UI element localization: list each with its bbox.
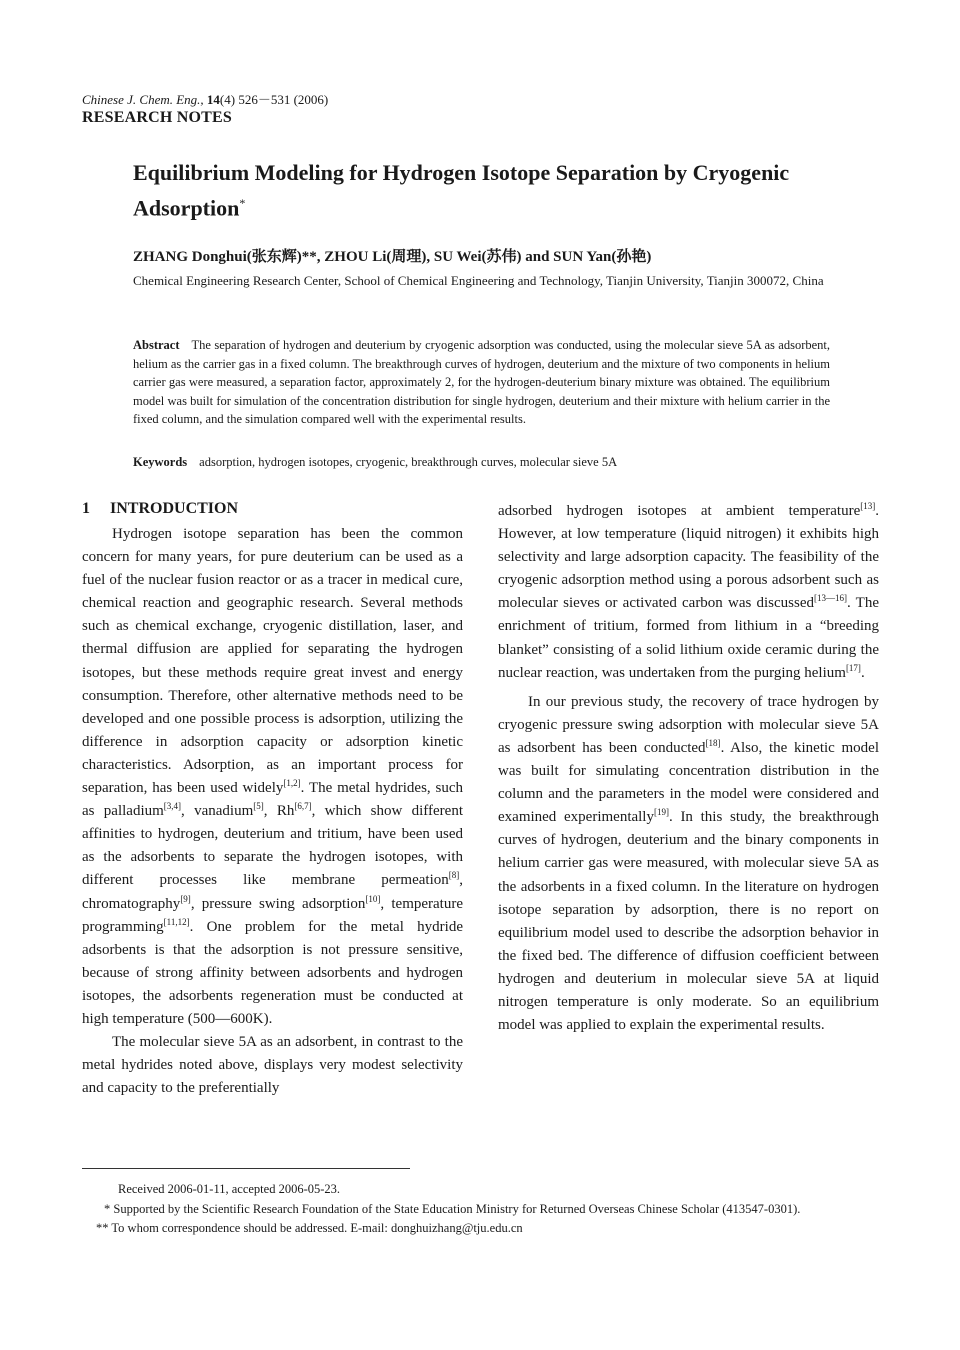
text-run: . The enrichment of tritium, formed from lithium in a “breeding blanket” consisting of a solid lithium oxide ceramic during the nuclear reaction, was undertaken from the purging helium (498, 595, 880, 681)
paper-title-text: Equilibrium Modeling for Hydrogen Isotope Separation by Cryogenic Adsorption (133, 160, 790, 221)
text-run: , pressure swing adsorption (190, 895, 366, 912)
affiliation: Chemical Engineering Research Center, School of Chemical Engineering and Technology, Tianjin University, Tianjin 300072, China (133, 273, 824, 288)
journal-issue-pages: (4) 526－531 (2006) (219, 92, 329, 107)
text-run: In our previous study, the recovery of trace hydrogen by cryogenic pressure swing adsorption with molecular sieve 5A as adsorbent has been conducted (498, 693, 879, 756)
abstract-label: Abstract (133, 338, 180, 352)
author-list: ZHANG Donghui(张东辉)**, ZHOU Li(周理), SU Wei(苏伟) and SUN Yan(孙艳) (133, 249, 652, 265)
text-run: . Also, the kinetic model was built for simulating concentration distribution in the column and the parameters in the model were considered and examined experimentally (498, 739, 879, 826)
section-title: INTRODUCTION (110, 500, 239, 517)
text-run: , temperature programming (82, 895, 463, 935)
citation: [9] (180, 893, 191, 904)
text-run: . The metal hydrides, such as palladium (82, 780, 463, 820)
citation: [10] (365, 893, 381, 904)
abstract (133, 336, 830, 429)
left-column (82, 523, 463, 1100)
paper-title (133, 158, 853, 223)
text-run: . In this study, the breakthrough curves of hydrogen, deuterium and the binary components in helium carrier gas were measured, with molecular sieve 5A as the adsorbents in a fixed column. In the literature on hydrogen isotope separation by adsorption, there is no report on equilibrium model used to describe the adsorption behavior in the fixed bed. The difference of diffusion coefficient between hydrogen and deuterium in molecular sieve 5A at liquid nitrogen temperature is only moderate. So an equilibrium model was applied to explain the experimental results. (498, 809, 879, 1034)
footnote-divider (82, 1168, 410, 1169)
journal-citation (82, 89, 328, 108)
citation: [6,7] (294, 801, 312, 812)
abstract-text: The separation of hydrogen and deuterium by cryogenic adsorption was conducted, using the molecular sieve 5A as adsorbent, helium as the carrier gas in a fixed column. The breakthrough curves of hydrogen, deuterium and the mixture of two components in helium carrier gas were measured, a separation factor, approximately 2, for the hydrogen-deuterium binary mixture was obtained. The equilibrium model was built for simulation of the concentration distribution for single hydrogen, deuterium and their mixture with helium carrier in the fixed column, and the simulation compared well with the experimental results. (133, 338, 830, 427)
citation: [3,4] (163, 801, 182, 812)
citation: [13—16] (814, 593, 848, 604)
text-run: Hydrogen isotope separation has been the common concern for many years, for pure deuterium can be used as a fuel of the nuclear fusion reactor or as a tracer in medical cure, chemical reaction and geographic research. Several methods such as chemical exchange, cryogenic distillation, laser, and thermal diffusion are applied for separating the hydrogen isotopes, but these methods require great invest and energy consumption. Therefore, other alternative methods need to be developed and one possible process is adsorption, utilizing the difference in adsorption capacity or adsorption kinetic characteristics. Adsorption, as an important process for separation, has been used widely (82, 526, 463, 797)
footnotes (82, 1180, 882, 1239)
citation: [8] (448, 870, 460, 881)
citation: [18] (705, 737, 721, 748)
keywords (133, 455, 830, 470)
paragraph-intro-1 (82, 523, 463, 1031)
text-run: , vanadium (181, 803, 254, 820)
text-run: . However, at low temperature (liquid nitrogen) it exhibits high selectivity and large adsorption capacity. The feasibility of the cryogenic adsorption method using a porous adsorbent such as molecular sieves or activated carbon was discussed (498, 503, 879, 612)
keywords-label: Keywords (133, 455, 188, 469)
citation: [11,12] (163, 916, 190, 927)
right-column (498, 500, 879, 1037)
journal-volume: 14 (206, 92, 220, 107)
text-run: adsorbed hydrogen isotopes at ambient temperature (498, 503, 861, 519)
section-number: 1 (82, 500, 90, 517)
text-run: . One problem for the metal hydride adsorbents is that the adsorption is not pressure sensitive, because of strong affinity between adsorbents and hydrogen isotopes, the adsorbents regeneration must be conducted at high temperature (500—600K). (82, 918, 463, 1027)
citation: [5] (253, 801, 264, 812)
title-footnote-marker: * (239, 196, 246, 210)
paragraph-intro-2: The molecular sieve 5A as an adsorbent, in contrast to the metal hydrides noted above, displays very modest selectivity and capacity to the preferentially (82, 1034, 463, 1097)
section-heading (82, 500, 238, 518)
text-run: , which show different affinities to hydrogen, deuterium and tritium, have been used as the adsorbents to separate the hydrogen isotopes, with different processes like membrane permeation (82, 803, 463, 889)
citation: [17] (845, 662, 861, 673)
footnote-correspondence: ** To whom correspondence should be addressed. E-mail: donghuizhang@tju.edu.cn (96, 1221, 523, 1235)
citation: [19] (653, 807, 669, 818)
section-label: RESEARCH NOTES (82, 109, 232, 126)
footnote-received: Received 2006-01-11, accepted 2006-05-23. (118, 1182, 341, 1196)
journal-name: Chinese J. Chem. Eng., (82, 92, 204, 107)
citation: [1,2] (283, 778, 301, 789)
keywords-text: adsorption, hydrogen isotopes, cryogenic, breakthrough curves, molecular sieve 5A (199, 455, 618, 469)
text-run: . (860, 664, 865, 681)
paragraph-intro-2-continued (498, 500, 879, 685)
text-run: , chromatography (82, 872, 463, 912)
text-run: , Rh (263, 803, 295, 820)
citation: [13] (860, 501, 876, 511)
footnote-support: * Supported by the Scientific Research Foundation of the State Education Ministry for Returned Overseas Chinese Scholar (413547-0301). (104, 1201, 801, 1216)
paragraph-intro-3 (498, 691, 879, 1037)
